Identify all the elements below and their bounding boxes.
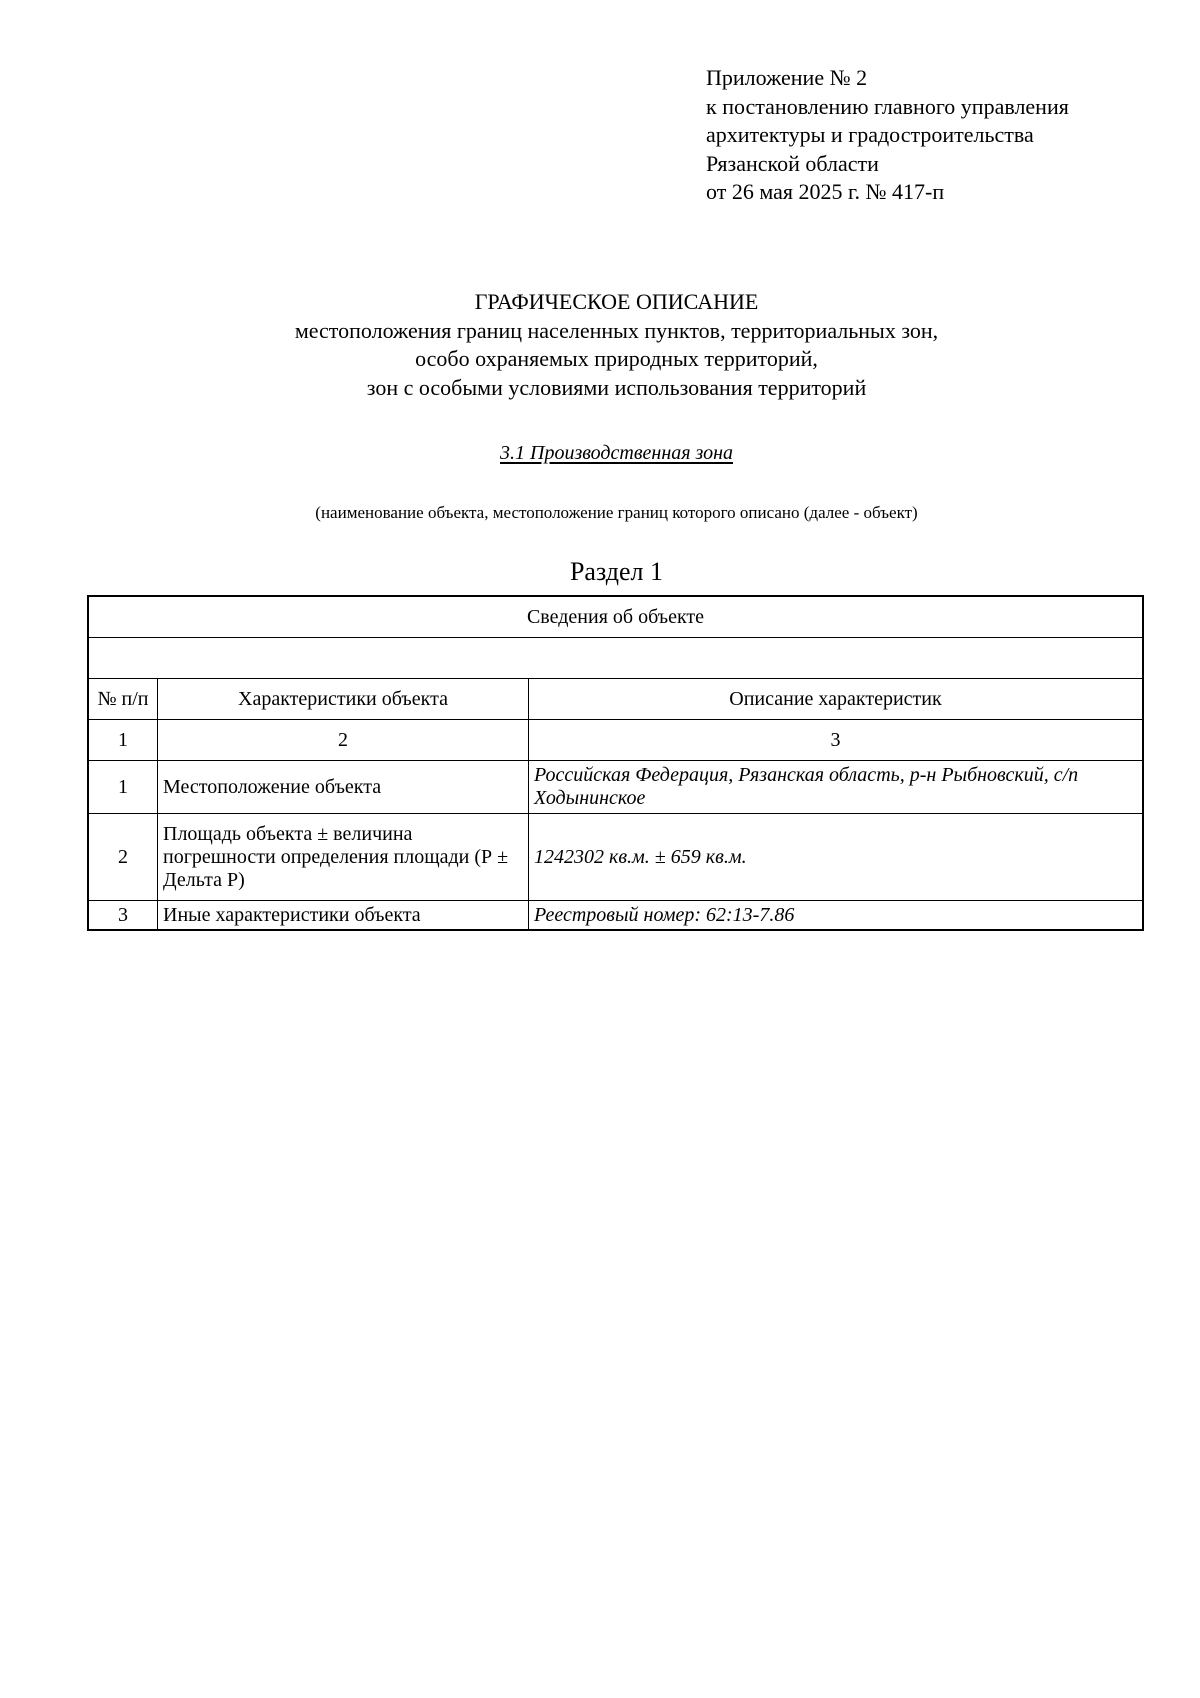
row-description: 1242302 кв.м. ± 659 кв.м. [529,814,1144,901]
title-line: особо охраняемых природных территорий, [415,346,818,371]
section-title: Раздел 1 [569,557,664,586]
column-number: 3 [529,720,1144,761]
title-line: зон с особыми условиями использования территорий [366,374,867,400]
table-empty-row [88,638,1143,679]
row-characteristic: Местоположение объекта [158,761,529,814]
row-characteristic: Иные характеристики объекта [158,901,529,931]
table-column-numbers [88,720,1143,761]
object-info-table [87,595,1144,931]
column-number: 2 [158,720,529,761]
column-header-characteristic: Характеристики объекта [158,679,529,720]
table-row [88,761,1143,814]
table-row [88,814,1143,901]
row-num: 3 [88,901,158,931]
column-header-num: № п/п [88,679,158,720]
appendix-line: архитектуры и градостроительства [706,122,1034,147]
row-description: Российская Федерация, Рязанская область, р-н Рыбновский, с/п Ходынинское [529,761,1144,814]
appendix-line: от 26 мая 2025 г. № 417-п [706,179,945,204]
title-line: местоположения границ населенных пунктов, территориальных зон, [294,317,939,343]
appendix-line: Рязанской области [706,150,879,176]
row-num: 1 [88,761,158,814]
appendix-line: Приложение № 2 [706,65,868,90]
document-title [0,288,1200,402]
table-header: Сведения об объекте [88,596,1143,638]
object-name: 3.1 Производственная зона [500,442,733,464]
appendix-line: к постановлению главного управления [706,93,1069,119]
appendix-note [706,64,1069,207]
table-column-headers [88,679,1143,720]
column-header-description: Описание характеристик [529,679,1144,720]
column-number: 1 [88,720,158,761]
row-characteristic: Площадь объекта ± величина погрешности определения площади (Р ± Дельта Р) [158,814,529,901]
table-empty-cell [88,638,1143,679]
table-row [88,901,1143,931]
object-name-caption: (наименование объекта, местоположение границ которого описано (далее - объект) [315,503,918,522]
row-description: Реестровый номер: 62:13-7.86 [529,901,1144,931]
title-main: ГРАФИЧЕСКОЕ ОПИСАНИЕ [474,289,759,314]
row-num: 2 [88,814,158,901]
table-header-row [88,596,1143,638]
